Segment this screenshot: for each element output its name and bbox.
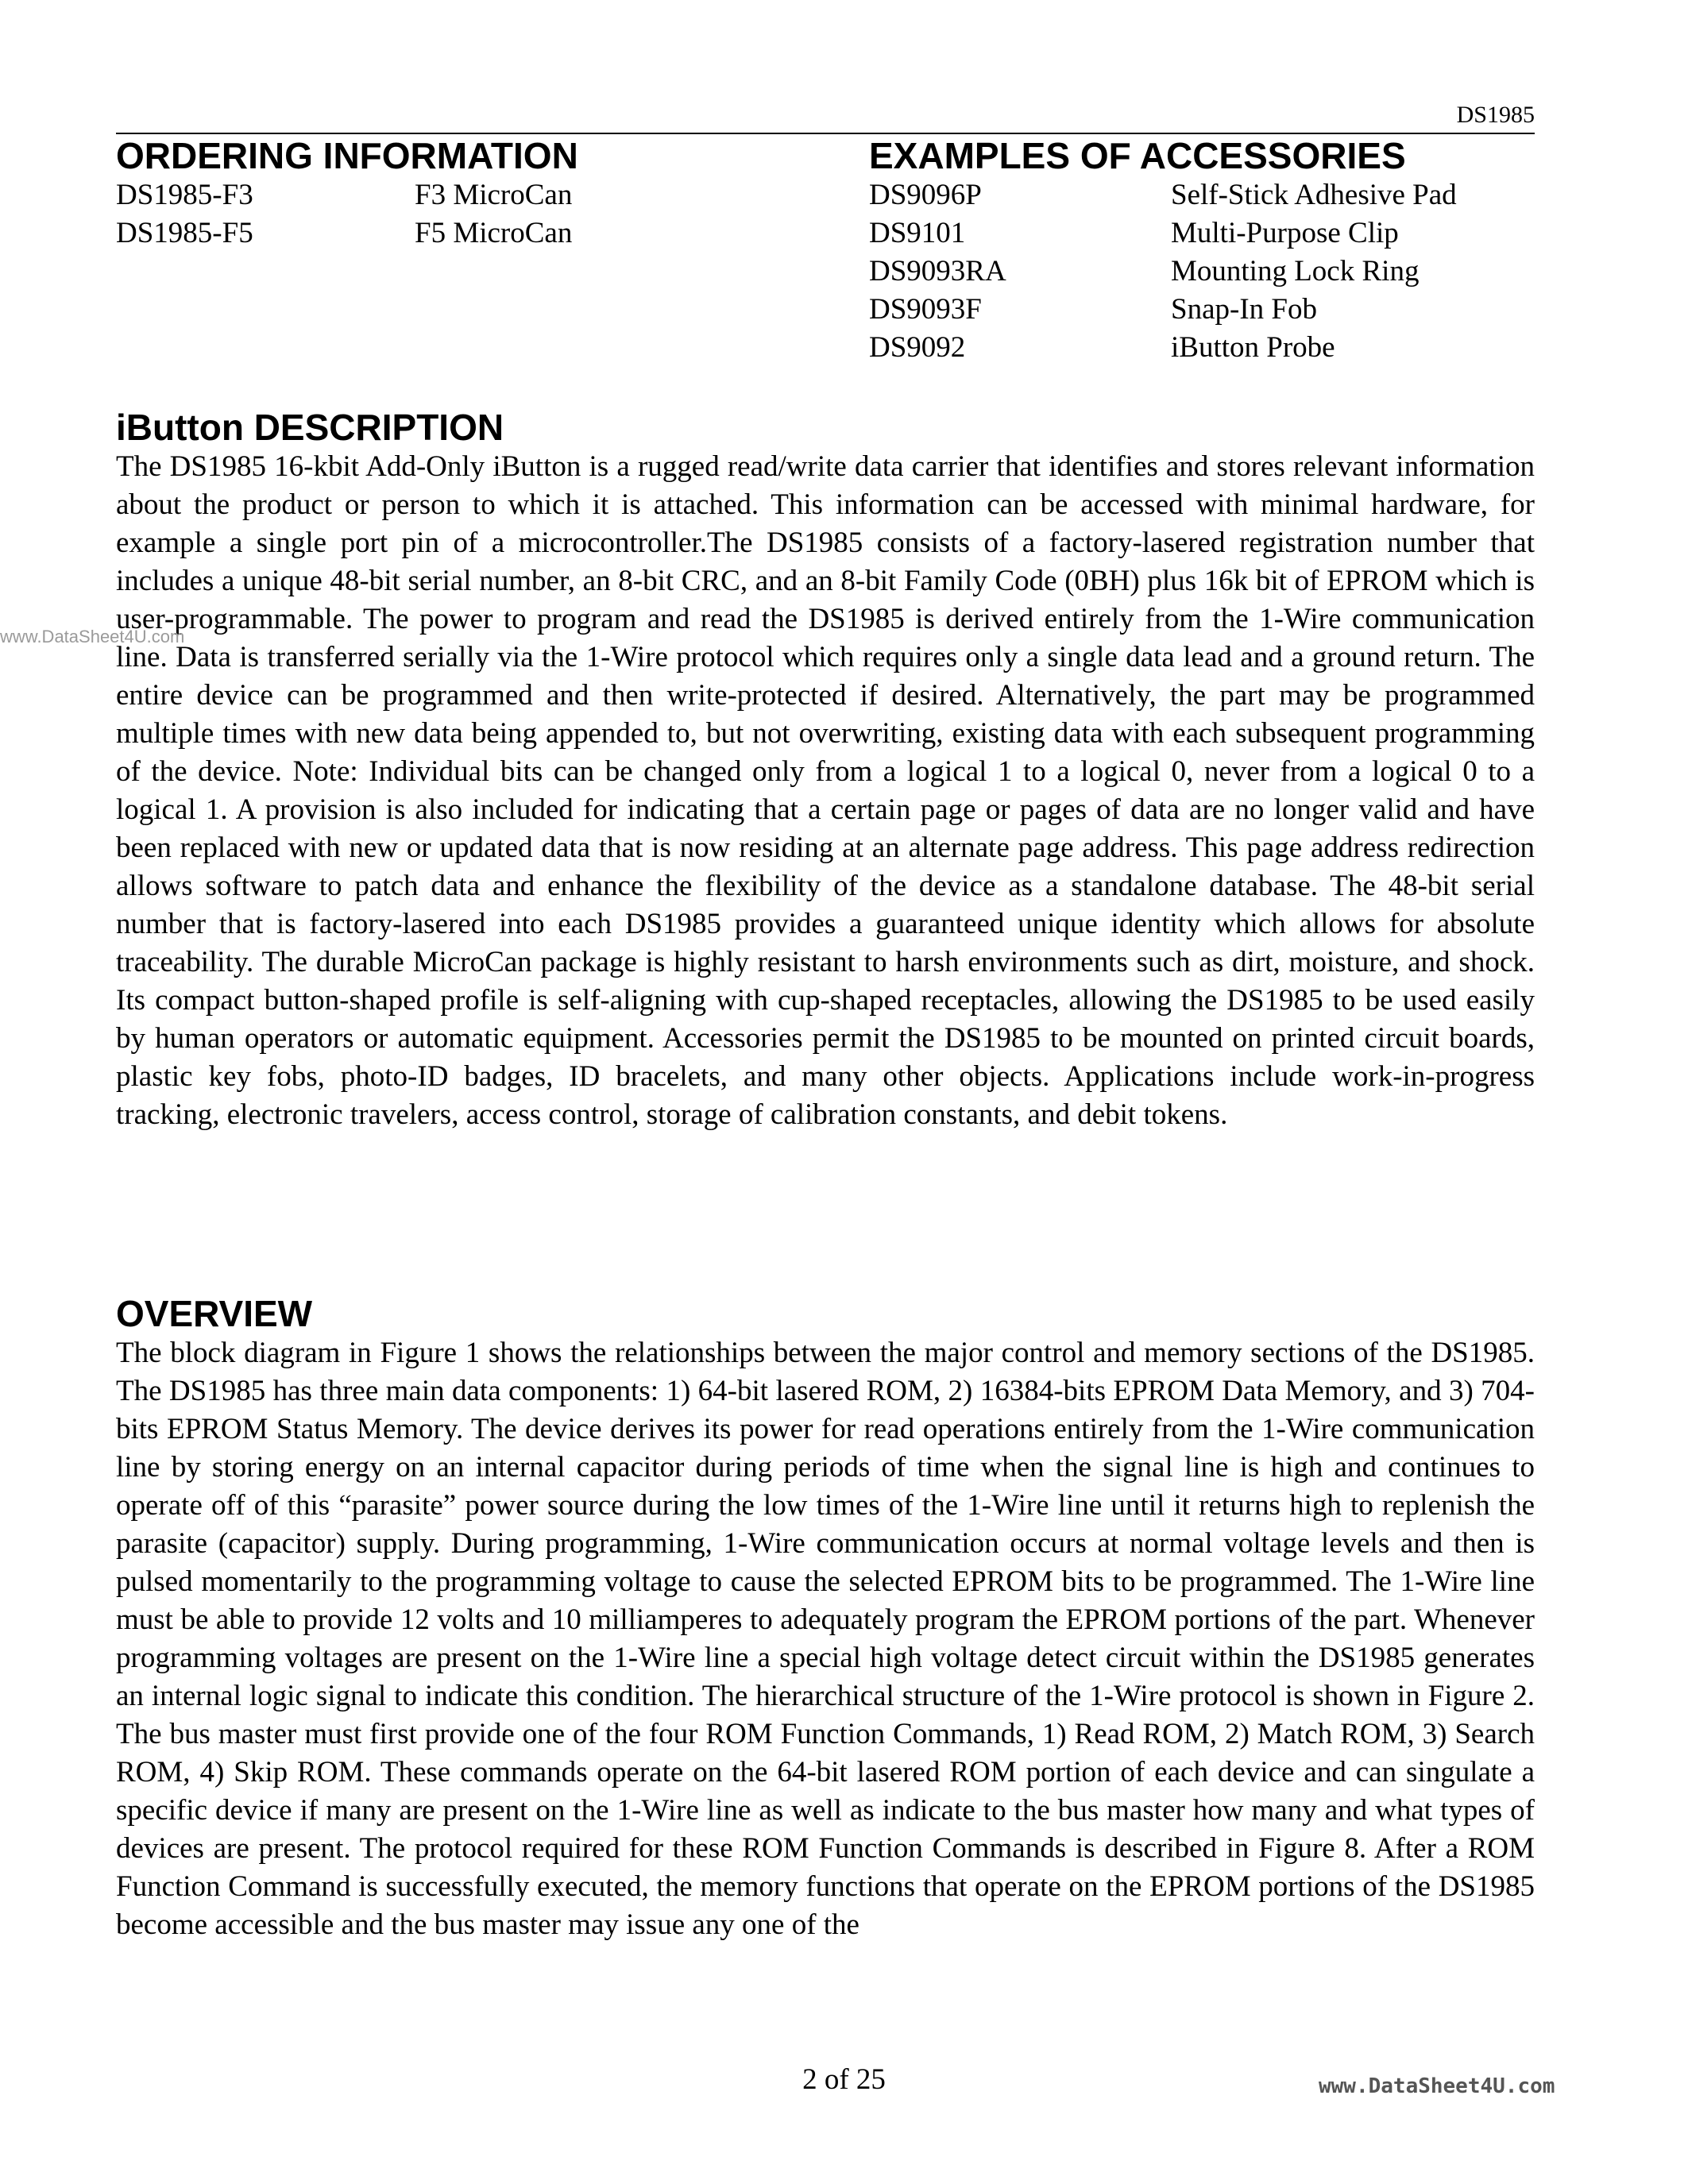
page-number: 2 of 25: [802, 2063, 886, 2096]
side-watermark: www.DataSheet4U.com: [0, 627, 185, 646]
accessory-row: [869, 176, 1536, 214]
accessory-desc: Multi-Purpose Clip: [1171, 217, 1399, 249]
accessory-code: DS9093RA: [869, 255, 1006, 287]
ordering-code: DS1985-F5: [116, 217, 253, 249]
header-rule: [116, 133, 1535, 134]
header-part-code: DS1985: [1456, 102, 1535, 128]
accessory-desc: iButton Probe: [1171, 331, 1335, 364]
accessory-desc: Mounting Lock Ring: [1171, 255, 1420, 287]
ordering-desc: F3 MicroCan: [415, 179, 573, 211]
ibutton-description-section: [116, 407, 1535, 1134]
ordering-title: ORDERING INFORMATION: [116, 135, 578, 176]
accessory-code: DS9096P: [869, 179, 982, 211]
ordering-code: DS1985-F3: [116, 179, 253, 211]
accessory-desc: Self-Stick Adhesive Pad: [1171, 179, 1457, 211]
accessories-title: EXAMPLES OF ACCESSORIES: [869, 135, 1406, 176]
accessory-row: [869, 329, 1536, 367]
accessory-desc: Snap-In Fob: [1171, 293, 1317, 326]
accessory-code: DS9093F: [869, 293, 982, 326]
examples-of-accessories: [869, 135, 1536, 367]
footer-watermark: www.DataSheet4U.com: [1319, 2074, 1555, 2098]
accessory-row: [869, 214, 1536, 253]
accessory-row: [869, 291, 1536, 329]
ordering-row: [116, 176, 831, 214]
overview-section: [116, 1293, 1535, 1944]
description-title: iButton DESCRIPTION: [116, 407, 504, 448]
accessory-code: DS9101: [869, 217, 966, 249]
ordering-information: [116, 135, 831, 253]
overview-body: The block diagram in Figure 1 shows the relationships between the major control and memory sections of the DS1985. The DS1985 has three main data components: 1) 64-bit lasered ROM, 2) 16384-bits EPROM Data Memory, and 3) 704-bits EPROM Status Memory. The device derives its power for read operations entirely from the 1-Wire communication line by storing energy on an internal capacitor during periods of time when the signal line is high and continues to operate off of this “parasite” power source during the low times of the 1-Wire line until it returns high to replenish the parasite (capacitor) supply. During programming, 1-Wire communication occurs at normal voltage levels and then is pulsed momentarily to the programming voltage to cause the selected EPROM bits to be programmed. The 1-Wire line must be able to provide 12 volts and 10 milliamperes to adequately program the EPROM portions of the part. Whenever programming voltages are present on the 1-Wire line a special high voltage detect circuit within the DS1985 generates an internal logic signal to indicate this condition. The hierarchical structure of the 1-Wire protocol is shown in Figure 2. The bus master must first provide one of the four ROM Function Commands, 1) Read ROM, 2) Match ROM, 3) Search ROM, 4) Skip ROM. These commands operate on the 64-bit lasered ROM portion of each device and can singulate a specific device if many are present on the 1-Wire line as well as indicate to the bus master how many and what types of devices are present. The protocol required for these ROM Function Commands is described in Figure 8. After a ROM Function Command is successfully executed, the memory functions that operate on the EPROM portions of the DS1985 become accessible and the bus master may issue any one of the: [116, 1337, 1535, 1941]
accessory-code: DS9092: [869, 331, 966, 364]
description-body: The DS1985 16-kbit Add-Only iButton is a rugged read/write data carrier that identifies and stores relevant information about the product or person to which it is attached. This information can be accessed with minimal hardware, for example a single port pin of a microcontroller.The DS1985 consists of a factory-lasered registration number that includes a unique 48-bit serial number, an 8-bit CRC, and an 8-bit Family Code (0BH) plus 16k bit of EPROM which is user-programmable. The power to program and read the DS1985 is derived entirely from the 1-Wire communication line. Data is transferred serially via the 1-Wire protocol which requires only a single data lead and a ground return. The entire device can be programmed and then write-protected if desired. Alternatively, the part may be programmed multiple times with new data being appended to, but not overwriting, existing data with each subsequent programming of the device. Note: Individual bits can be changed only from a logical 1 to a logical 0, never from a logical 0 to a logical 1. A provision is also included for indicating that a certain page or pages of data are no longer valid and have been replaced with new or updated data that is now residing at an alternate page address. This page address redirection allows software to patch data and enhance the flexibility of the device as a standalone database. The 48-bit serial number that is factory-lasered into each DS1985 provides a guaranteed unique identity which allows for absolute traceability. The durable MicroCan package is highly resistant to harsh environments such as dirt, moisture, and shock. Its compact button-shaped profile is self-aligning with cup-shaped receptacles, allowing the DS1985 to be used easily by human operators or automatic equipment. Accessories permit the DS1985 to be mounted on printed circuit boards, plastic key fobs, photo-ID badges, ID bracelets, and many other objects. Applications include work-in-progress tracking, electronic travelers, access control, storage of calibration constants, and debit tokens.: [116, 450, 1535, 1131]
accessory-row: [869, 253, 1536, 291]
ordering-desc: F5 MicroCan: [415, 217, 573, 249]
overview-title: OVERVIEW: [116, 1293, 313, 1334]
ordering-row: [116, 214, 831, 253]
